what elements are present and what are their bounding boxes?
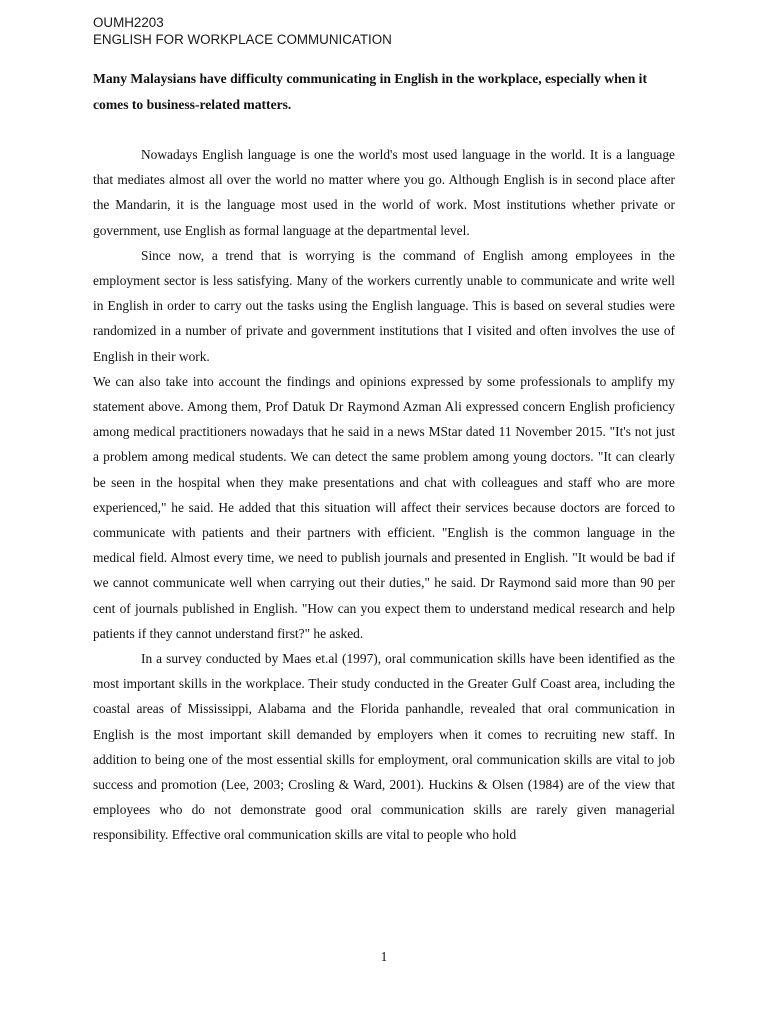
course-title: ENGLISH FOR WORKPLACE COMMUNICATION bbox=[93, 32, 392, 47]
essay-title: Many Malaysians have difficulty communicating in English in the workplace, especially when it comes to business-related matters. bbox=[93, 71, 647, 112]
paragraph-2: Since now, a trend that is worrying is the command of English among employees in the employment sector is less satisfying. Many of the workers currently unable to communicate and write well in English in order to carry out the tasks using the English language. This is based on several studies were randomized in a number of private and government institutions that I visited and often involves the use of English in their work. bbox=[93, 247, 675, 364]
essay-body bbox=[93, 142, 675, 848]
page-header bbox=[93, 14, 392, 48]
paragraph-4: In a survey conducted by Maes et.al (1997), oral communication skills have been identified as the most important skills in the workplace. Their study conducted in the Greater Gulf Coast area, including the coastal areas of Mississippi, Alabama and the Florida panhandle, revealed that oral communication in English is the most important skill demanded by employers when it comes to recruiting new staff. In addition to being one of the most essential skills for employment, oral communication skills are vital to job success and promotion (Lee, 2003; Crosling & Ward, 2001). Huckins & Olsen (1984) are of the view that employees who do not demonstrate good oral communication skills are rarely given managerial responsibility. Effective oral communication skills are vital to people who hold bbox=[93, 651, 675, 843]
page-number: 1 bbox=[380, 949, 388, 964]
course-code: OUMH2203 bbox=[93, 15, 164, 30]
paragraph-1: Nowadays English language is one the world's most used language in the world. It is a language that mediates almost all over the world no matter where you go. Although English is in second place after the Mandarin, it is the language most used in the world of work. Most institutions whether private or government, use English as formal language at the departmental level. bbox=[93, 147, 675, 238]
paragraph-3: We can also take into account the findings and opinions expressed by some professionals to amplify my statement above. Among them, Prof Datuk Dr Raymond Azman Ali expressed concern English proficiency among medical practitioners nowadays that he said in a news MStar dated 11 November 2015. "It's not just a problem among medical students. We can detect the same problem among young doctors. "It can clearly be seen in the hospital when they make presentations and chat with colleagues and staff who are more experienced," he said. He added that this situation will affect their services because doctors are forced to communicate with patients and their partners with efficient. "English is the common language in the medical field. Almost every time, we need to publish journals and presented in English. "It would be bad if we cannot communicate well when carrying out their duties," he said. Dr Raymond said more than 90 per cent of journals published in English. "How can you expect them to understand medical research and help patients if they cannot understand first?" he asked. bbox=[93, 373, 675, 641]
